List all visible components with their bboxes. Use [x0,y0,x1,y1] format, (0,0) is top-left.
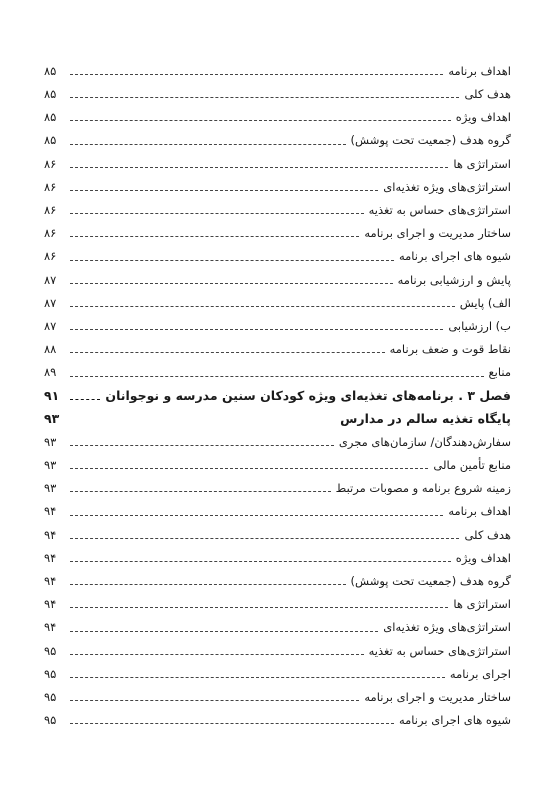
toc-page-number: ۹۵ [44,689,57,704]
toc-entry-title: منابع [488,365,511,380]
toc-entry-title: استراتژی ها [453,597,511,612]
toc-entry-title: اهداف برنامه [448,504,511,519]
dotted-leader [70,700,359,701]
toc-entry-title: اهداف ویژه [455,110,511,125]
toc-page-number: ۸۷ [44,272,57,287]
toc-entry-title: اهداف برنامه [448,63,511,78]
toc-row[interactable] [44,570,511,593]
toc-row[interactable] [44,130,511,153]
dotted-leader [70,352,385,353]
toc-page-number: ۸۷ [44,295,57,310]
dotted-leader [70,468,428,469]
toc-page-number: ۸۵ [44,87,57,102]
toc-entry-title: هدف کلی [464,87,511,102]
toc-page-number: ۸۶ [44,249,57,264]
toc-chapter-row[interactable] [44,385,511,408]
toc-entry-title: هدف کلی [464,527,511,542]
toc-entry-title: الف) پایش [459,295,511,310]
toc-page-number: ۹۵ [44,666,57,681]
dotted-leader [70,213,364,214]
toc-page-number: ۹۵ [44,713,57,728]
toc-page-number: ۸۵ [44,133,57,148]
dotted-leader [70,97,459,98]
toc-row[interactable] [44,524,511,547]
toc-page-number: ۹۴ [44,620,57,635]
dotted-leader [70,491,331,492]
dotted-leader [70,584,346,585]
toc-row[interactable] [44,431,511,454]
dotted-leader [70,283,393,284]
toc-page-number: ۹۵ [44,643,57,658]
dotted-leader [70,723,394,724]
toc-page-number: ۹۴ [44,597,57,612]
dotted-leader [70,399,100,400]
toc-row[interactable] [44,315,511,338]
toc-row[interactable] [44,547,511,570]
dotted-leader [70,260,394,261]
toc-entry-title: زمینه شروع برنامه و مصوبات مرتبط [335,481,511,496]
toc-row[interactable] [44,663,511,686]
dotted-leader [70,167,448,168]
toc-page-number: ۸۶ [44,202,57,217]
toc-row[interactable] [44,292,511,315]
toc-row[interactable] [44,501,511,524]
dotted-leader [70,561,451,562]
toc-entry-title: اهداف ویژه [455,550,511,565]
toc-entry-title: استراتژی‌های ویژه تغذیه‌ای [383,620,511,635]
toc-page-number: ۹۱ [44,387,60,403]
toc-entry-title: گروه هدف (جمعیت تحت پوشش) [350,133,511,148]
toc-entry-title: شیوه های اجرای برنامه [398,249,511,264]
toc-row[interactable] [44,477,511,500]
toc-row[interactable] [44,361,511,384]
toc-row[interactable] [44,269,511,292]
toc-entry-title: منابع تأمین مالی [433,458,511,473]
toc-page-number: ۹۴ [44,573,57,588]
dotted-leader [70,677,445,678]
toc-row[interactable] [44,617,511,640]
toc-page-number: ۸۶ [44,156,57,171]
toc-row[interactable] [44,454,511,477]
dotted-leader [70,538,459,539]
toc-row[interactable] [44,83,511,106]
toc-row[interactable] [44,593,511,616]
dotted-leader [70,515,443,516]
dotted-leader [70,329,443,330]
dotted-leader [70,376,484,377]
toc-entry-title: گروه هدف (جمعیت تحت پوشش) [350,573,511,588]
toc-entry-title: استراتژی‌های حساس به تغذیه [368,643,511,658]
toc-page-number: ۹۴ [44,550,57,565]
table-of-contents [44,60,511,732]
dotted-leader [70,654,364,655]
dotted-leader [70,120,451,121]
toc-chapter-row[interactable] [44,408,511,431]
toc-entry-title: نقاط قوت و ضعف برنامه [389,342,511,357]
toc-row[interactable] [44,222,511,245]
toc-page-number: ۸۶ [44,179,57,194]
toc-row[interactable] [44,199,511,222]
toc-entry-title: استراتژی ها [453,156,511,171]
toc-row[interactable] [44,686,511,709]
toc-page-number: ۸۷ [44,318,57,333]
toc-page-number: ۸۵ [44,110,57,125]
toc-page-number: ۹۳ [44,434,57,449]
toc-page-number: ۹۳ [44,481,57,496]
toc-entry-title: ساختار مدیریت و اجرای برنامه [364,689,511,704]
toc-entry-title: ساختار مدیریت و اجرای برنامه [364,226,511,241]
toc-page-number: ۸۸ [44,342,57,357]
dotted-leader [70,306,455,307]
toc-entry-title: ب) ارزشیابی [448,318,511,333]
dotted-leader [70,236,359,237]
dotted-leader [70,144,346,145]
toc-page-number: ۸۵ [44,63,57,78]
toc-entry-title: استراتژی‌های حساس به تغذیه [368,202,511,217]
toc-entry-title: استراتژی‌های ویژه تغذیه‌ای [383,179,511,194]
toc-page-number: ۸۶ [44,226,57,241]
toc-page-number: ۹۳ [44,458,57,473]
toc-page-number: ۹۳ [44,411,60,427]
toc-row[interactable] [44,338,511,361]
toc-entry-title: شیوه های اجرای برنامه [398,713,511,728]
toc-entry-title: فصل ۳ . برنامه‌های تغذیه‌ای ویژه کودکان سنین مدرسه و نوجوانان [105,387,511,403]
toc-page-number: ۹۴ [44,527,57,542]
toc-entry-title: پایگاه تغذیه سالم در مدارس [340,411,511,427]
dotted-leader [70,631,378,632]
toc-page-number: ۹۴ [44,504,57,519]
toc-row[interactable] [44,709,511,732]
dotted-leader [70,607,448,608]
toc-row[interactable] [44,60,511,83]
dotted-leader [70,190,378,191]
toc-entry-title: سفارش‌دهندگان/ سازمان‌های مجری [338,434,511,449]
dotted-leader [70,445,334,446]
toc-entry-title: اجرای برنامه [449,666,511,681]
toc-row[interactable] [44,106,511,129]
toc-row[interactable] [44,153,511,176]
toc-row[interactable] [44,176,511,199]
toc-row[interactable] [44,246,511,269]
toc-entry-title: پایش و ارزشیابی برنامه [397,272,511,287]
toc-row[interactable] [44,640,511,663]
toc-page-number: ۸۹ [44,365,57,380]
dotted-leader [70,74,443,75]
